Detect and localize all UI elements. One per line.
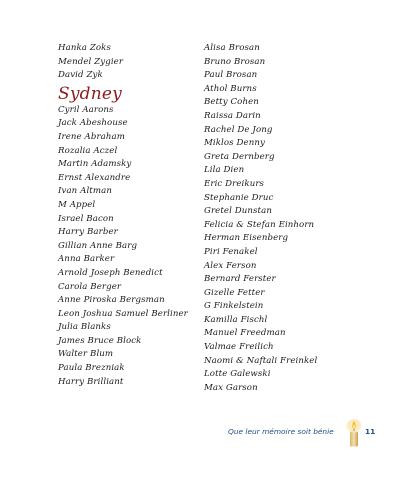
name-entry: Miklos Denny <box>204 138 265 149</box>
name-entry: Felicia & Stefan Einhorn <box>204 219 315 230</box>
name-entry: Harry Brilliant <box>58 376 124 387</box>
name-entry: Greta Dernberg <box>204 151 275 162</box>
name-entry: Anne Piroska Bergsman <box>58 295 165 306</box>
name-entry: Arnold Joseph Benedict <box>58 267 163 278</box>
name-entry: Ivan Altman <box>58 186 112 197</box>
name-entry: Bernard Ferster <box>204 274 276 285</box>
name-entry: Alisa Brosan <box>204 43 260 53</box>
name-entry: Herman Eisenberg <box>204 233 289 244</box>
name-entry: Stephanie Druc <box>204 192 274 203</box>
name-entry: James Bruce Block <box>58 335 142 346</box>
name-entry: Rachel De Jong <box>204 124 273 135</box>
right-column <box>204 42 394 395</box>
page-number: 11 <box>365 427 376 436</box>
name-entry: Ernst Alexandre <box>58 172 131 183</box>
name-entry: Gretel Dunstan <box>204 206 272 217</box>
name-entry: Eric Dreikurs <box>204 178 265 189</box>
name-entry: Martin Adamsky <box>58 159 132 170</box>
name-entry: Lotte Galewski <box>204 369 271 380</box>
memorial-caption: Que leur mémoire soit bénie <box>228 427 334 436</box>
name-entry: Israel Bacon <box>58 213 114 224</box>
name-entry: Max Garson <box>204 382 258 393</box>
name-entry: Alex Ferson <box>204 260 257 271</box>
name-entry: Irene Abraham <box>58 131 125 142</box>
name-entry: Paul Brosan <box>204 70 258 81</box>
name-entry: Julia Blanks <box>58 322 111 333</box>
name-entry: Rozalia Aczel <box>58 145 118 156</box>
name-entry: Carola Berger <box>58 281 122 292</box>
name-entry: Piri Fenakel <box>204 246 258 257</box>
name-entry: David Zyk <box>58 70 103 81</box>
name-entry: M Appel <box>58 199 96 210</box>
name-entry: Harry Barber <box>58 227 118 238</box>
name-entry: Walter Blum <box>58 349 114 360</box>
name-entry: Jack Abeshouse <box>58 118 128 129</box>
name-entry: Lila Dien <box>204 165 245 176</box>
left-column <box>58 42 198 389</box>
name-entry: Leon Joshua Samuel Berliner <box>58 308 188 319</box>
name-entry: Gillian Anne Barg <box>58 240 138 251</box>
candle-icon <box>345 419 363 449</box>
page-footer <box>0 422 406 452</box>
name-entry: Manuel Freedman <box>204 328 286 339</box>
name-entry: Mendel Zygier <box>58 56 124 67</box>
name-entry: Valmae Freilich <box>204 342 274 353</box>
name-entry: Naomi & Naftali Freinkel <box>204 355 318 366</box>
name-entry: Gizelle Fetter <box>204 287 265 298</box>
name-entry: Raissa Darin <box>204 110 261 121</box>
name-entry: Cyril Aarons <box>58 104 114 115</box>
name-entry: Hanka Zoks <box>58 43 111 53</box>
city-heading: Sydney <box>58 83 122 104</box>
name-entry: Athol Burns <box>204 83 257 94</box>
name-entry: Paula Brezniak <box>58 363 125 374</box>
name-entry: G Finkelstein <box>204 301 264 312</box>
name-entry: Anna Barker <box>58 254 115 265</box>
name-entry: Betty Cohen <box>204 97 259 108</box>
name-entry: Bruno Brosan <box>204 56 266 67</box>
name-entry: Kamilla Fischl <box>204 314 268 325</box>
